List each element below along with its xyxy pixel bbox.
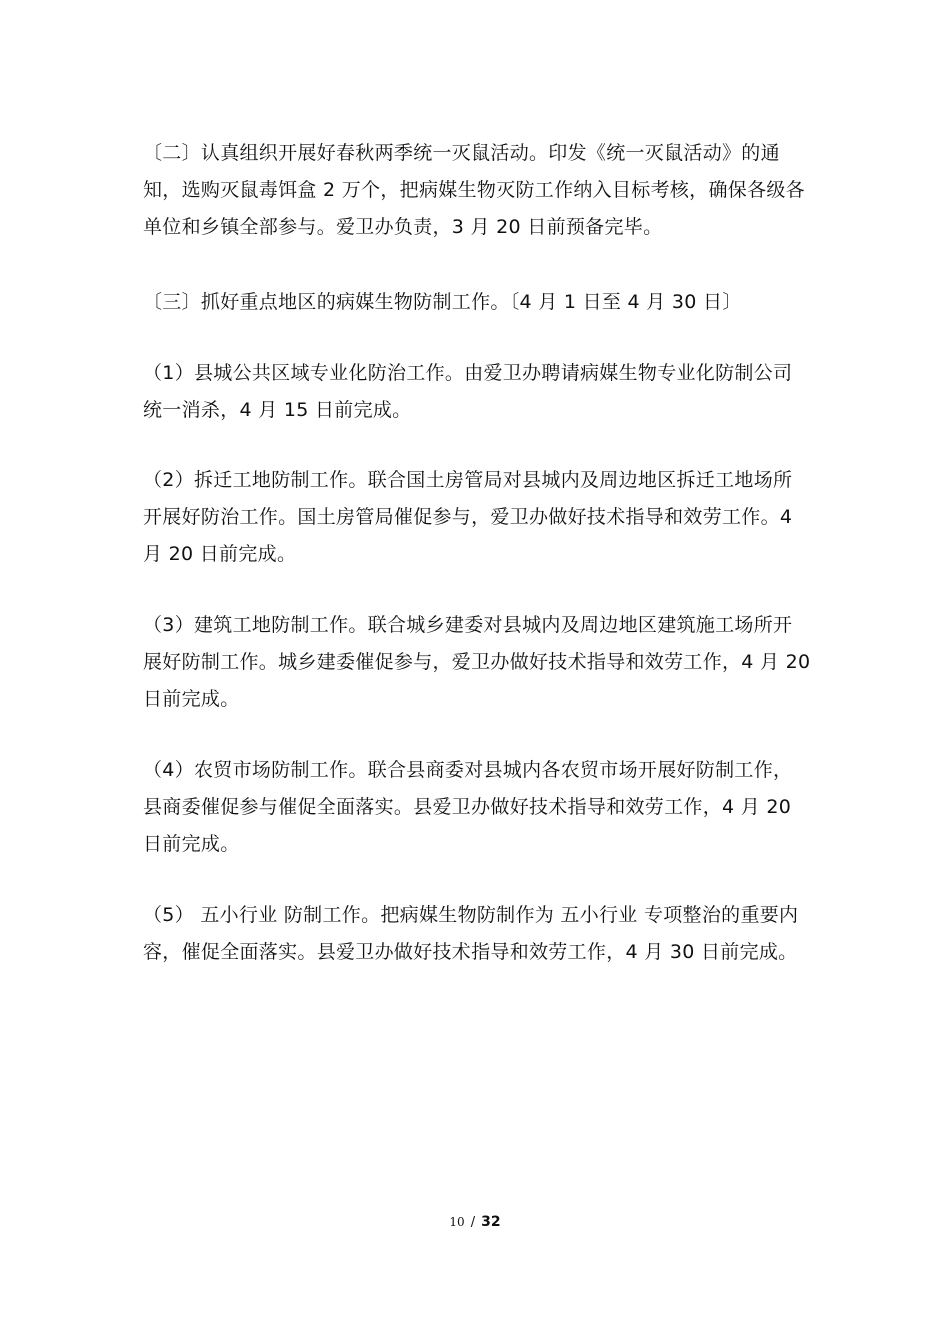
- total-pages: 32: [481, 1214, 501, 1230]
- current-page: 10: [449, 1215, 465, 1229]
- page-number: [0, 1214, 950, 1230]
- paragraph-item-3-construction-sites: （3）建筑工地防制工作。联合城乡建委对县城内及周边地区建筑施工场所开展好防制工作。城乡建委催促参与，爱卫办做好技术指导和效劳工作，4 月 20 日前完成。: [143, 614, 811, 710]
- paragraph-item-4-farmers-markets: （4）农贸市场防制工作。联合县商委对县城内各农贸市场开展好防制工作，县商委催促参与催促全面落实。县爱卫办做好技术指导和效劳工作，4 月 20 日前完成。: [143, 759, 793, 855]
- paragraph-key-areas-heading: 〔三〕抓好重点地区的病媒生物防制工作。〔4 月 1 日至 4 月 30 日〕: [143, 291, 742, 313]
- paragraph-item-5-small-businesses: （5） 五小行业 防制工作。把病媒生物防制作为 五小行业 专项整治的重要内容，催促全面落实。县爱卫办做好技术指导和效劳工作，4 月 30 日前完成。: [143, 904, 799, 963]
- paragraph-item-2-demolition-sites: （2）拆迁工地防制工作。联合国土房管局对县城内及周边地区拆迁工地场所开展好防治工作。国土房管局催促参与，爱卫办做好技术指导和效劳工作。4 月 20 日前完成。: [143, 469, 793, 565]
- paragraph-rodent-control: 〔二〕认真组织开展好春秋两季统一灭鼠活动。印发《统一灭鼠活动》的通知，选购灭鼠毒饵盒 2 万个，把病媒生物灭防工作纳入目标考核，确保各级各单位和乡镇全部参与。爱卫办负责，3 月 20 日前预备完毕。: [143, 142, 805, 238]
- page-separator: /: [470, 1215, 476, 1230]
- paragraph-item-1-public-areas: （1）县城公共区域专业化防治工作。由爱卫办聘请病媒生物专业化防制公司统一消杀，4 月 15 日前完成。: [143, 362, 793, 421]
